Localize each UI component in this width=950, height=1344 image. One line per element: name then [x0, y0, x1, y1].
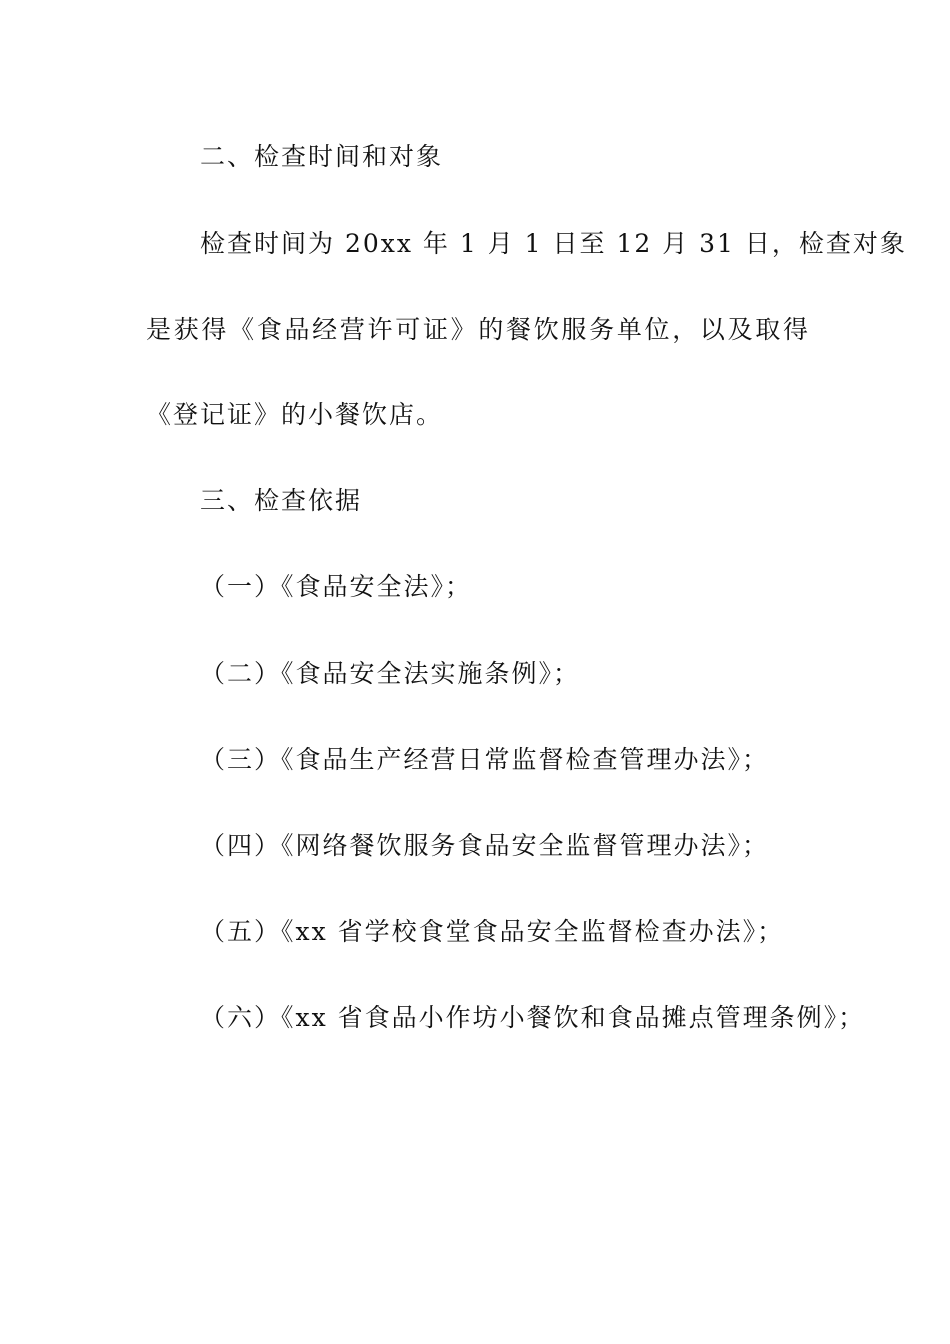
paragraph-line: 《登记证》的小餐饮店。 — [146, 400, 444, 429]
list-item: （一）《食品安全法》； — [200, 572, 473, 601]
paragraph-line: 检查时间为 20xx 年 1 月 1 日至 12 月 31 日，检查对象 — [200, 229, 907, 258]
list-item: （三）《食品生产经营日常监督检查管理办法》； — [200, 745, 770, 774]
list-item: （四）《网络餐饮服务食品安全监督管理办法》； — [200, 831, 770, 860]
section-heading-inspection-basis: 三、检查依据 — [200, 486, 363, 515]
list-item: （二）《食品安全法实施条例》； — [200, 659, 581, 688]
section-heading-inspection-time-and-targets: 二、检查时间和对象 — [200, 142, 444, 171]
list-item: （六）《xx 省食品小作坊小餐饮和食品摊点管理条例》； — [200, 1003, 866, 1032]
list-item: （五）《xx 省学校食堂食品安全监督检查办法》； — [200, 917, 785, 946]
paragraph-line: 是获得《食品经营许可证》的餐饮服务单位，以及取得 — [146, 315, 808, 344]
